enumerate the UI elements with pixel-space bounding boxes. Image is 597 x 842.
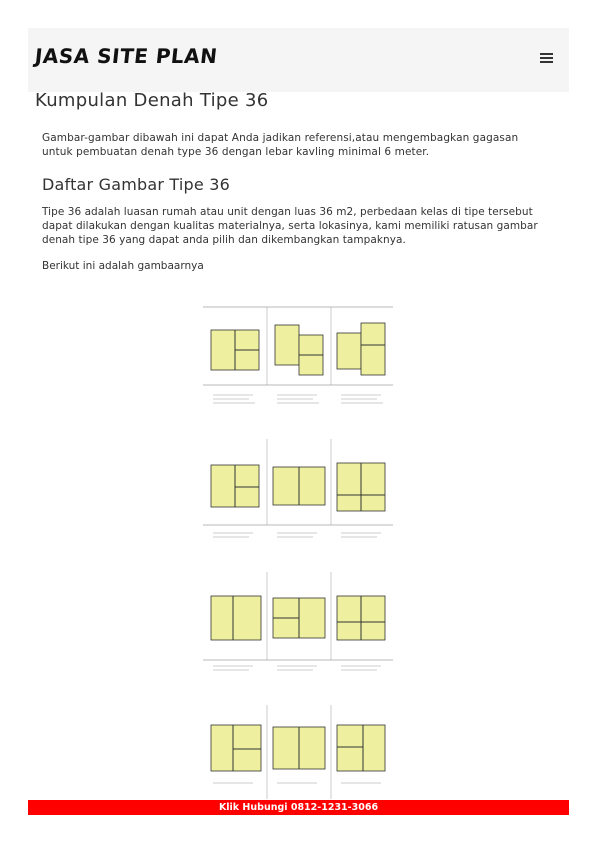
floor-plan-image-4: [203, 703, 393, 799]
page-title: Kumpulan Denah Tipe 36: [35, 90, 269, 111]
floor-plan-image-1: [203, 305, 393, 413]
whatsapp-contact-button[interactable]: Klik Hubungi 0812-1231-3066: [28, 800, 569, 815]
floor-plan-image-3: [203, 570, 393, 678]
hamburger-menu-icon[interactable]: [540, 53, 553, 64]
floor-plan-image-2: [203, 437, 393, 545]
site-header: [28, 28, 569, 92]
section-paragraph-2: Berikut ini adalah gambaarnya: [42, 260, 204, 272]
section-paragraph: Tipe 36 adalah luasan rumah atau unit dengan luas 36 m2, perbedaan kelas di tipe tersebut dapat dilakukan dengan kualitas materialnya, serta lokasinya, kami memiliki ratusan gambar denah tipe 36 yang dapat anda pilih dan dikembangkan tampaknya.: [42, 206, 538, 246]
section-title: Daftar Gambar Tipe 36: [42, 175, 231, 194]
site-logo[interactable]: JASA SITE PLAN: [33, 44, 219, 68]
intro-paragraph: Gambar-gambar dibawah ini dapat Anda jadikan referensi,atau mengembagkan gagasan untuk pembuatan denah type 36 dengan lebar kavling minimal 6 meter.: [42, 132, 519, 158]
